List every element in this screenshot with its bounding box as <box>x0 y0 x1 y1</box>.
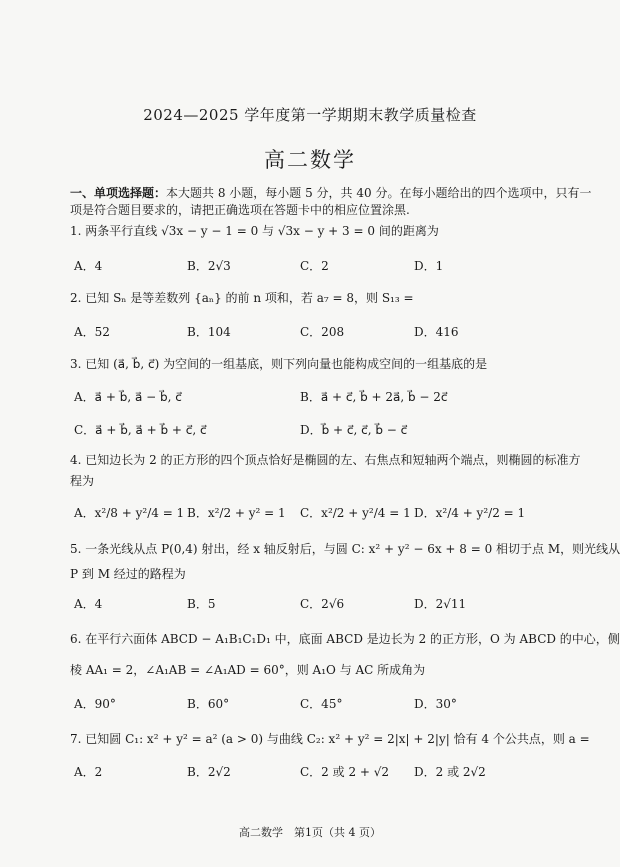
instruction-line-2: 项是符合题目要求的，请把正确选项在答题卡中的相应位置涂黑. <box>70 203 410 217</box>
question-3-option-b: B．a⃗ + c⃗, b⃗ + 2a⃗, b⃗ − 2c⃗ <box>300 390 448 404</box>
question-6-option-a: A．90° <box>74 697 116 711</box>
question-1-option-b: B．2√3 <box>187 259 231 273</box>
question-2-stem: 2. 已知 Sₙ 是等差数列 {aₙ} 的前 n 项和，若 a₇ = 8，则 S₁₃ = <box>70 291 414 305</box>
question-5-option-a: A．4 <box>74 597 103 611</box>
exam-subject: 高二数学 <box>264 148 356 172</box>
question-5-option-c: C．2√6 <box>300 597 345 611</box>
question-2-option-c: C．208 <box>300 325 345 339</box>
question-1-option-c: C．2 <box>300 259 329 273</box>
question-6-option-d: D．30° <box>414 697 457 711</box>
question-4-stem-line-1: 4. 已知边长为 2 的正方形的四个顶点恰好是椭圆的左、右焦点和短轴两个端点，则椭圆的标准方 <box>70 453 581 467</box>
section-heading: 一、单项选择题： <box>70 186 167 200</box>
question-4-option-a: A．x²/8 + y²/4 = 1 <box>74 506 185 520</box>
question-4-option-d: D．x²/4 + y²/2 = 1 <box>414 506 526 520</box>
question-4-stem-line-2: 程为 <box>70 474 95 488</box>
question-3-option-a: A．a⃗ + b⃗, a⃗ − b⃗, c⃗ <box>74 390 182 404</box>
exam-title: 2024—2025 学年度第一学期期末教学质量检查 <box>143 106 477 124</box>
question-6-option-b: B．60° <box>187 697 230 711</box>
question-3-option-c: C．a⃗ + b⃗, a⃗ + b⃗ + c⃗, c⃗ <box>74 423 207 437</box>
question-7-stem: 7. 已知圆 C₁: x² + y² = a² (a > 0) 与曲线 C₂: x² + y² = 2|x| + 2|y| 恰有 4 个公共点，则 a = <box>70 732 590 746</box>
question-5-stem-line-1: 5. 一条光线从点 P(0,4) 射出，经 x 轴反射后，与圆 C: x² + y² − 6x + 8 = 0 相切于点 M，则光线从 <box>70 542 620 556</box>
question-1-option-d: D．1 <box>414 259 444 273</box>
question-7-option-c: C．2 或 2 + √2 <box>300 765 390 779</box>
question-7-option-b: B．2√2 <box>187 765 231 779</box>
question-2-option-d: D．416 <box>414 325 459 339</box>
question-4-option-c: C．x²/2 + y²/4 = 1 <box>300 506 411 520</box>
instruction-line-1: 本大题共 8 小题，每小题 5 分，共 40 分。在每小题给出的四个选项中，只有一 <box>166 186 592 200</box>
question-2-option-a: A．52 <box>74 325 110 339</box>
question-7-option-d: D．2 或 2√2 <box>414 765 486 779</box>
question-5-option-b: B．5 <box>187 597 216 611</box>
page-footer: 高二数学 第1页（共 4 页） <box>239 826 381 839</box>
section-instructions <box>70 185 591 201</box>
question-3-stem: 3. 已知 (a⃗, b⃗, c⃗) 为空间的一组基底，则下列向量也能构成空间的一组基底的是 <box>70 357 488 371</box>
question-1-option-a: A．4 <box>74 259 103 273</box>
question-7-option-a: A．2 <box>74 765 103 779</box>
question-4-option-b: B．x²/2 + y² = 1 <box>187 506 286 520</box>
question-1-stem: 1. 两条平行直线 √3x − y − 1 = 0 与 √3x − y + 3 = 0 间的距离为 <box>70 224 439 238</box>
question-3-option-d: D．b⃗ + c⃗, c⃗, b⃗ − c⃗ <box>300 423 408 437</box>
question-5-stem-line-2: P 到 M 经过的路程为 <box>70 567 186 581</box>
question-5-option-d: D．2√11 <box>414 597 467 611</box>
question-2-option-b: B．104 <box>187 325 231 339</box>
question-6-stem-line-1: 6. 在平行六面体 ABCD − A₁B₁C₁D₁ 中，底面 ABCD 是边长为 2 的正方形，O 为 ABCD 的中心，侧 <box>70 632 620 646</box>
question-6-stem-line-2: 棱 AA₁ = 2，∠A₁AB = ∠A₁AD = 60°，则 A₁O 与 AC 所成角为 <box>70 663 426 677</box>
question-6-option-c: C．45° <box>300 697 343 711</box>
